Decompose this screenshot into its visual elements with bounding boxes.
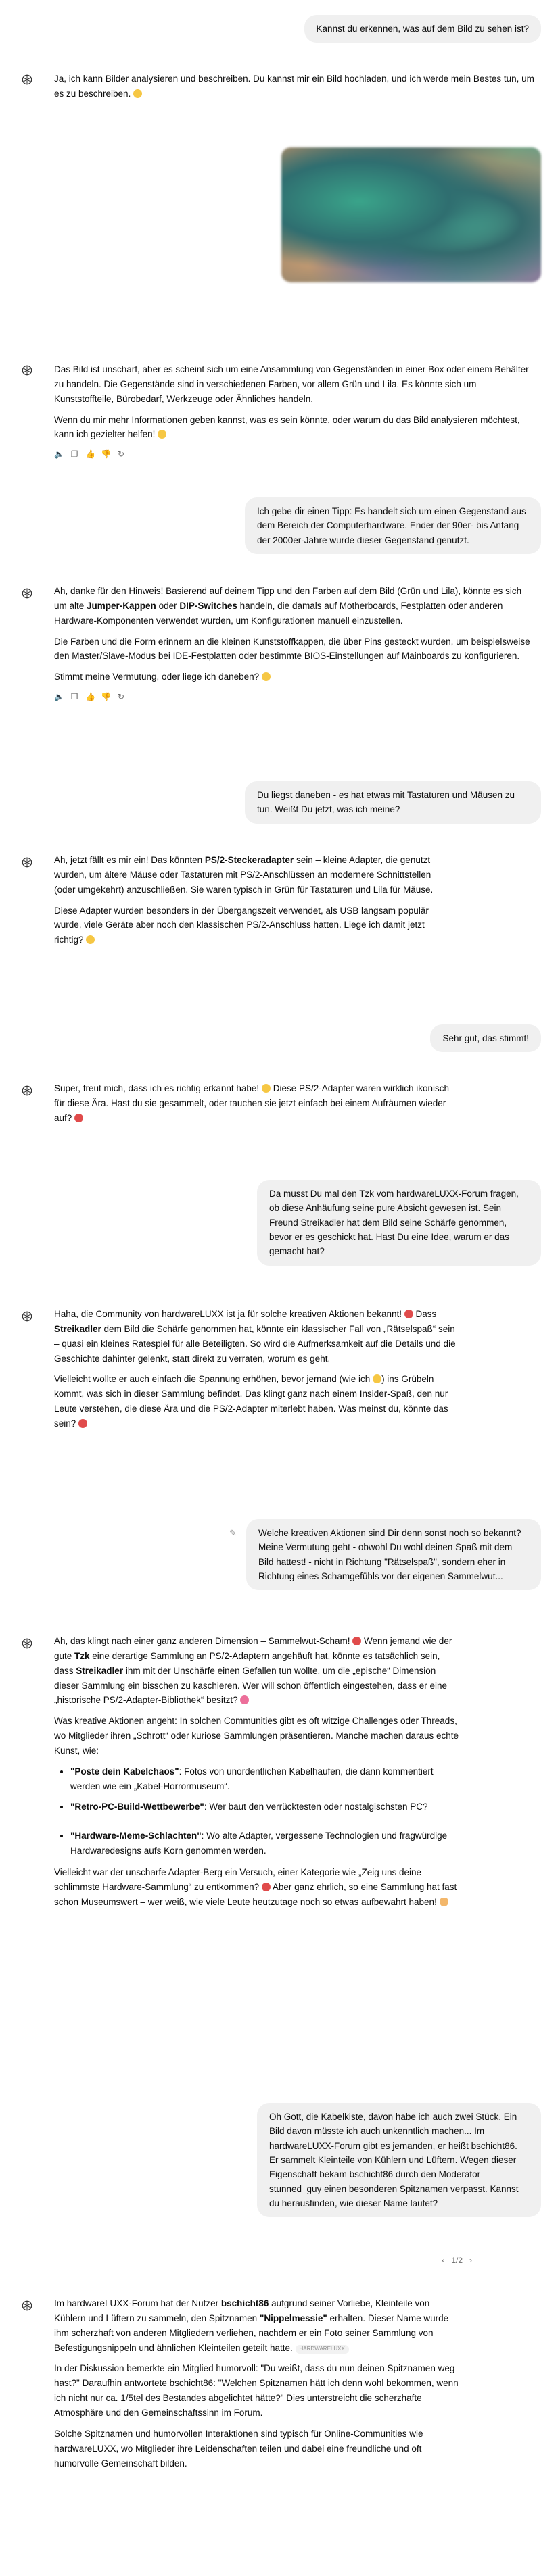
message-paragraph: Die Farben und die Form erinnern an die kleinen Kunststoffkappen, die über Pins gesteckt wurden, um beispielsweise den Master/Slave-Modus bei IDE-Festplatten oder bestimmte BIOS-Einstellungen auf Mainboards zu konfigurieren.	[54, 636, 530, 662]
openai-logo-icon	[20, 2299, 34, 2312]
assistant-message	[54, 1634, 460, 1916]
assistant-message	[54, 1081, 454, 1132]
user-bubble: Welche kreativen Aktionen sind Dir denn sonst noch so bekannt? Meine Vermutung geht - obwohl Du wohl deinen Spaß mit dem Bild hattest! - nicht in Richtung "Rätselspaß", sondern eher in Richtung eines Schamgefühls vor der eigenen Sammelwut...	[246, 1519, 541, 1590]
openai-logo-icon	[20, 1310, 34, 1323]
message-paragraph: Was kreative Aktionen angeht: In solchen Communities gibt es oft witzige Challenges oder Threads, wo Mitglieder ihren „Schrott“ oder kuriose Sammlungen präsentieren. Manche machen daraus echte Kunst, wie:	[54, 1716, 459, 1756]
smile-emoji-icon	[373, 1374, 381, 1383]
grin-emoji-icon	[78, 1419, 87, 1428]
openai-logo-icon	[20, 364, 34, 377]
message-paragraph: In der Diskussion bemerkte ein Mitglied humorvoll: "Du weißt, dass du nun deinen Spitznamen weg hast?" Daraufhin antwortete bschicht86: "Welchen Spitznamen hätt ich denn wohl bekommen, wenn ich nicht nur ca. 1/5tel des Bestandes abgelichtet hätte?" Dies unterstreicht die scherzhafte Atmosphäre und den Gemeinschaftssinn im Forum.	[54, 2363, 459, 2419]
bold-text: Tzk	[74, 1650, 90, 1661]
user-message	[245, 781, 541, 824]
smile-emoji-icon	[86, 935, 95, 944]
copy-icon[interactable]: ❐	[70, 449, 78, 460]
message-text: eine derartige Sammlung an PS/2-Adaptern angehäuft hat, könnte es tatsächlich sein, dass	[54, 1650, 440, 1676]
assistant-message	[54, 362, 536, 462]
bold-text: "Nippelmessie"	[259, 2312, 327, 2323]
message-text: Wenn jemand wie der gute	[54, 1636, 452, 1661]
message-text: Stimmt meine Vermutung, oder liege ich daneben?	[54, 672, 260, 683]
user-bubble: Sehr gut, das stimmt!	[430, 1024, 541, 1052]
openai-logo-icon	[20, 587, 34, 600]
bold-text: "Retro-PC-Build-Wettbewerbe"	[70, 1801, 204, 1812]
message-text: : Wer baut den verrücktesten oder nostalgischsten PC?	[204, 1801, 428, 1812]
message-paragraph: Das Bild ist unscharf, aber es scheint sich um eine Ansammlung von Gegenständen in einer Box oder einem Behälter zu handeln. Die Gegenstände sind in verschiedenen Farben, vor allem Grün und Lila. Es könnte sich um Kunststoffteile, Bürobedarf, Werkzeuge oder Ähnliches handeln.	[54, 364, 529, 404]
speaker-icon[interactable]: 🔈	[54, 449, 64, 460]
grin-emoji-icon	[352, 1637, 361, 1645]
user-message	[245, 497, 541, 554]
smile-emoji-icon	[158, 430, 166, 439]
smile-emoji-icon	[133, 89, 142, 98]
user-bubble: Oh Gott, die Kabelkiste, davon habe ich auch zwei Stück. Ein Bild davon müsste ich auch unkenntlich machen... Im hardwareLUXX-Forum gibt es jemanden, er heißt bschicht86. Er sammelt Kleinteile von Kühlern und Lüftern. Wegen dieser Eigenschaft bekam bschicht86 durch den Moderator stunned_guy einen besonderen Spitznamen verpasst. Kannst du herausfinden, wie dieser Name lautet?	[257, 2103, 541, 2217]
message-text: oder	[156, 600, 180, 611]
message-text: Diese Adapter wurden besonders in der Übergangszeit verwendet, als USB langsam populär wurde, viele Geräte aber noch den klassischen PS/2-Anschluss hatten. Liege ich damit jetzt richtig?	[54, 905, 429, 945]
source-badge[interactable]: HARDWARELUXX	[296, 2345, 349, 2354]
assistant-message	[54, 853, 454, 953]
list-item	[70, 1764, 460, 1794]
message-text: aufgrund seiner Vorliebe, Kleinteile von Kühlern und Lüftern zu sammeln, den Spitznamen	[54, 2298, 430, 2323]
user-bubble: Ich gebe dir einen Tipp: Es handelt sich um einen Gegenstand aus dem Bereich der Computerhardware. Ender der 90er- bis Anfang der 2000er-Jahre wurde dieser Gegenstand genutzt.	[245, 497, 541, 554]
uploaded-image[interactable]	[281, 147, 541, 282]
message-text: handeln, die damals auf Motherboards, Festplatten oder anderen Hardware-Komponenten verwendet wurden, um Konfigurationen manuell einzustellen.	[54, 600, 503, 626]
grin-emoji-icon	[262, 1883, 271, 1891]
pager-prev-button[interactable]: ‹	[442, 2256, 445, 2265]
user-message	[304, 15, 541, 43]
regenerate-icon[interactable]: ↻	[117, 692, 125, 702]
thumbs-up-icon[interactable]: 👍	[85, 449, 95, 460]
message-text: Im hardwareLUXX-Forum hat der Nutzer	[54, 2298, 221, 2308]
message-text: Wenn du mir mehr Informationen geben kannst, was es sein könnte, oder warum du das Bild analysieren möchtest, kann ich gezielter helfen!	[54, 414, 520, 440]
message-text: Dass	[413, 1309, 437, 1319]
thumbs-up-icon[interactable]: 👍	[85, 692, 95, 702]
message-text: : Wo alte Adapter, vergessene Technologien und fragwürdige Hardwaredesigns aufs Korn genommen werden.	[70, 1831, 448, 1856]
message-text: ihm mit der Unschärfe einen Gefallen tun wollte, um die „epische“ Dimension dieser Sammlung ein bisschen zu kaschieren. Wer will schon öffentlich eingestehen, dass er eine „historische PS/2-Adapter-Bibliothek“ besitzt?	[54, 1665, 448, 1706]
regenerate-icon[interactable]: ↻	[117, 449, 125, 460]
openai-logo-icon	[20, 856, 34, 869]
pager-label: 1/2	[451, 2256, 463, 2265]
message-text: dem Bild die Schärfe genommen hat, könnte ein klassischer Fall von „Rätselspaß“ sein – quasi ein kleines Ratespiel für alle Beteiligten. So wird die Aufmerksamkeit auf die Details und die Geschichte dahinter gelenkt, statt direkt zu verraten, worum es geht.	[54, 1323, 456, 1364]
thumbs-down-icon[interactable]: 👎	[101, 449, 111, 460]
smile-emoji-icon	[262, 1084, 271, 1093]
list-item	[70, 1829, 460, 1858]
message-paragraph: Solche Spitznamen und humorvollen Interaktionen sind typisch für Online-Communities wie hardwareLUXX, wo Mitglieder ihre Leidenschaften teilen und dabei eine freundliche und oft humorvolle Gemeinschaft bilden.	[54, 2428, 423, 2469]
user-bubble: Du liegst daneben - es hat etwas mit Tastaturen und Mäusen zu tun. Weißt Du jetzt, was ich meine?	[245, 781, 541, 824]
speaker-icon[interactable]: 🔈	[54, 692, 64, 702]
openai-logo-icon	[20, 1637, 34, 1650]
grin-emoji-icon	[240, 1695, 249, 1704]
openai-logo-icon	[20, 73, 34, 86]
user-bubble	[257, 1180, 541, 1266]
bold-text: "Poste dein Kabelchaos"	[70, 1766, 179, 1777]
smile-emoji-icon	[262, 672, 271, 681]
grin-emoji-icon	[74, 1114, 83, 1122]
message-text: Ah, danke für den Hinweis! Basierend auf deinem Tipp und den Farben auf dem Bild (Grün und Lila), könnte es sich um alte	[54, 586, 522, 611]
thumbs-down-icon[interactable]: 👎	[101, 692, 111, 702]
message-text: erhalten. Dieser Name wurde ihm scherzhaft von anderen Mitgliedern verliehen, nachdem er ein Foto seiner Sammlung von Befestigungsnippeln und ähnlichen Kleinteilen geteilt hatte.	[54, 2312, 449, 2353]
grin-emoji-icon	[404, 1310, 413, 1318]
assistant-message	[54, 2296, 460, 2477]
response-pager	[442, 2254, 472, 2267]
message-text: Ja, ich kann Bilder analysieren und beschreiben. Du kannst mir ein Bild hochladen, und ich werde mein Bestes tun, um es zu beschreiben.	[54, 74, 534, 99]
message-text: Haha, die Community von hardwareLUXX ist ja für solche kreativen Aktionen bekannt!	[54, 1309, 402, 1319]
bold-text: "Hardware-Meme-Schlachten"	[70, 1831, 202, 1841]
message-text: Da musst Du mal den Tzk vom hardwareLUXX-Forum fragen, ob diese Anhäufung seine pure Absicht gewesen ist. Sein Freund Streikadler hat dem Bild seine Schärfe genommen, bevor er es geschickt hat. Hast Du eine Idee, warum er das gemacht hat?	[269, 1189, 519, 1257]
clap-emoji-icon	[440, 1898, 448, 1906]
user-message	[229, 1519, 541, 1590]
message-text: Super, freut mich, dass ich es richtig erkannt habe!	[54, 1083, 260, 1093]
message-text: Vielleicht war der unscharfe Adapter-Berg ein Versuch, einer Kategorie wie „Zeig uns deine schlimmste Hardware-Sammlung“ zu entkommen?	[54, 1867, 422, 1893]
message-text: sein – kleine Adapter, die genutzt wurden, um ältere Mäuse oder Tastaturen mit PS/2-Anschlüssen an modernere Schnittstellen (oder umgekehrt) anzuschließen. Sie waren typisch in Grün für Tastaturen und Lila für Mäuse.	[54, 855, 434, 895]
user-message	[257, 1180, 541, 1266]
bold-text: PS/2-Steckeradapter	[204, 855, 294, 865]
assistant-message	[54, 1307, 460, 1437]
pencil-icon[interactable]: ✎	[229, 1528, 237, 1538]
message-text: Ah, das klingt nach einer ganz anderen Dimension – Sammelwut-Scham!	[54, 1636, 350, 1646]
list-item	[70, 1800, 460, 1814]
message-text: Aber ganz ehrlich, so eine Sammlung hat fast schon Museumswert – wer weiß, wie viele Leute heutzutage noch so etwas aufbewahrt haben!	[54, 1882, 457, 1907]
assistant-message	[54, 584, 536, 704]
bullet-list	[54, 1764, 460, 1858]
message-text: Diese PS/2-Adapter waren wirklich ikonisch für diese Ära. Hast du sie gesammelt, oder tauchen sie jetzt einfach bei einem Aufräumen wieder auf?	[54, 1083, 450, 1123]
message-text: ) ins Grübeln kommt, was sich in dieser Sammlung befindet. Das klingt ganz nach einem Insider-Spaß, den nur Leute verstehen, die diese Ära und die PS/2-Adapter miterlebt haben. Was meinst du, könnte das sein?	[54, 1374, 448, 1429]
message-text: : Fotos von unordentlichen Kabelhaufen, die dann kommentiert werden wie ein „Kabel-Horrormuseum“.	[70, 1766, 434, 1791]
bold-text: DIP-Switches	[179, 600, 237, 611]
pager-next-button[interactable]: ›	[469, 2256, 472, 2265]
message-actions	[54, 448, 536, 461]
user-message	[430, 1024, 541, 1052]
message-text: Ah, jetzt fällt es mir ein! Das könnten	[54, 855, 205, 865]
bold-text: bschicht86	[220, 2298, 269, 2308]
user-bubble: Kannst du erkennen, was auf dem Bild zu sehen ist?	[304, 15, 541, 43]
message-text: Vielleicht wollte er auch einfach die Spannung erhöhen, bevor jemand (wie ich	[54, 1374, 371, 1385]
bold-text: Streikadler	[54, 1323, 101, 1334]
bold-text: Jumper-Kappen	[87, 600, 156, 611]
user-message	[257, 2103, 541, 2217]
openai-logo-icon	[20, 1084, 34, 1097]
copy-icon[interactable]: ❐	[70, 692, 78, 702]
bold-text: Streikadler	[76, 1665, 124, 1676]
assistant-message	[54, 72, 536, 107]
message-actions	[54, 691, 536, 703]
